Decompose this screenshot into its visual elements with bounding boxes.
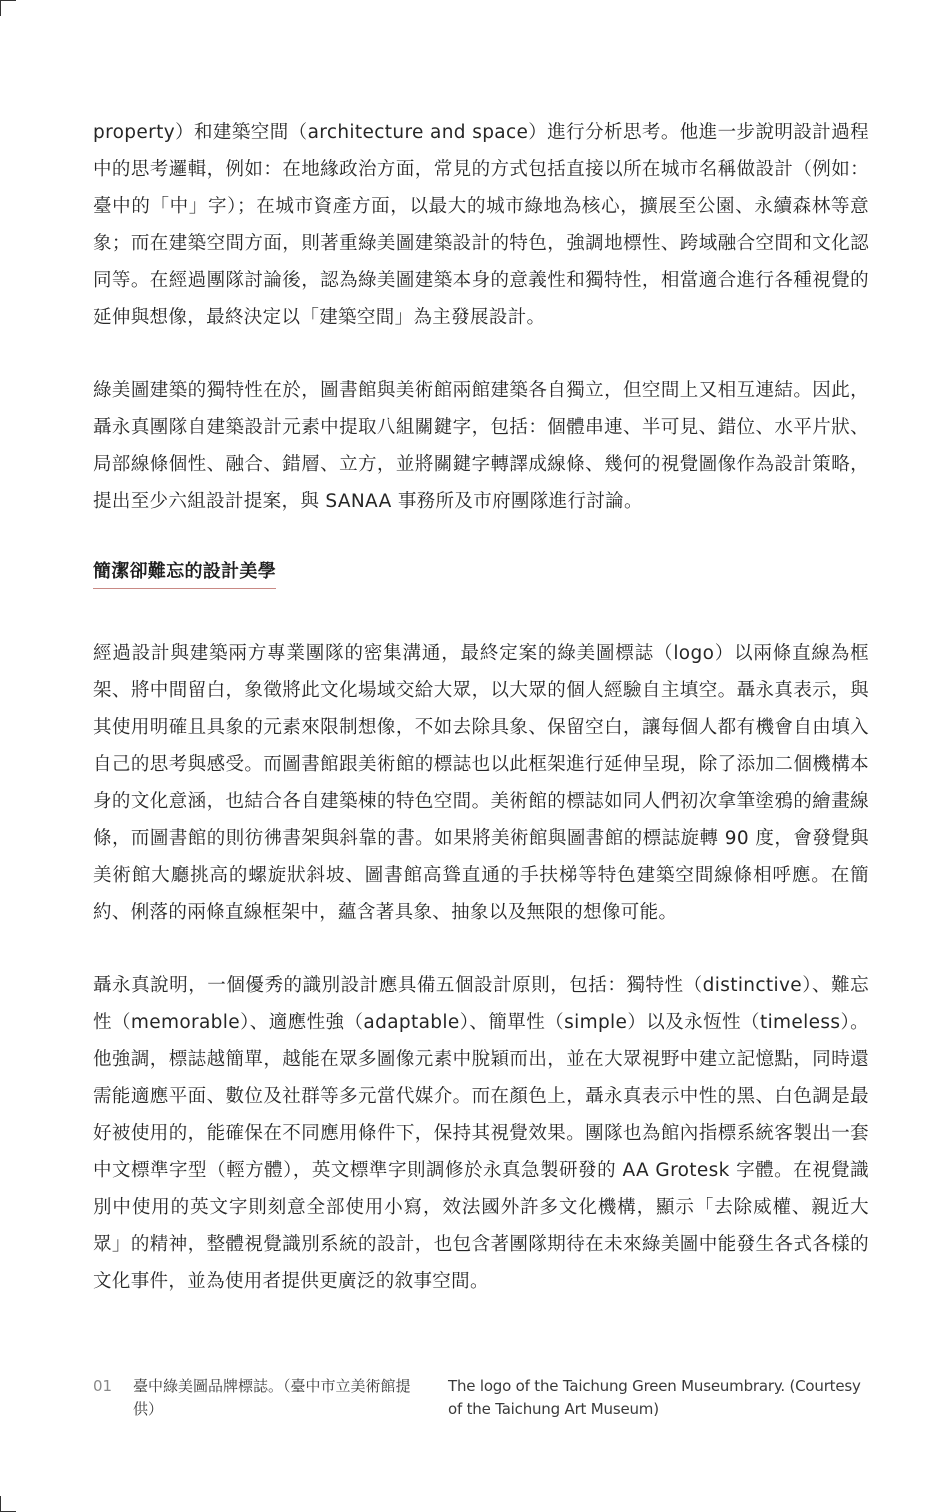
article-body bbox=[93, 114, 869, 1300]
crop-mark-top-left bbox=[0, 0, 16, 1]
body-paragraph: 綠美圖建築的獨特性在於，圖書館與美術館兩館建築各自獨立，但空間上又相互連結。因此，聶永真團隊自建築設計元素中提取八組關鍵字，包括：個體串連、半可見、錯位、水平片狀、局部線條個性、融合、錯層、立方，並將關鍵字轉譯成線條、幾何的視覺圖像作為設計策略，提出至少六組設計提案，與 SANAA 事務所及市府團隊進行討論。 bbox=[93, 380, 869, 512]
body-paragraph: property）和建築空間（architecture and space）進行分析思考。他進一步說明設計過程中的思考邏輯，例如：在地緣政治方面，常見的方式包括直接以所在城市名稱做設計（例如：臺中的「中」字）；在城市資產方面，以最大的城市綠地為核心，擴展至公園、永續森林等意象；而在建築空間方面，則著重綠美圖建築設計的特色，強調地標性、跨域融合空間和文化認同等。在經過團隊討論後，認為綠美圖建築本身的意義性和獨特性，相當適合進行各種視覺的延伸與想像，最終決定以「建築空間」為主發展設計。 bbox=[93, 122, 869, 328]
caption-chinese: 臺中綠美圖品牌標誌。（臺中市立美術館提供） bbox=[133, 1377, 411, 1418]
section-heading: 簡潔卻難忘的設計美學 bbox=[93, 558, 276, 589]
body-paragraph: 經過設計與建築兩方專業團隊的密集溝通，最終定案的綠美圖標誌（logo）以兩條直線為框架、將中間留白，象徵將此文化場域交給大眾，以大眾的個人經驗自主填空。聶永真表示，與其使用明確且具象的元素來限制想像，不如去除具象、保留空白，讓每個人都有機會自由填入自己的思考與感受。而圖書館跟美術館的標誌也以此框架進行延伸呈現，除了添加二個機構本身的文化意涵，也結合各自建築棟的特色空間。美術館的標誌如同人們初次拿筆塗鴉的繪畫線條，而圖書館的則彷彿書架與斜靠的書。如果將美術館與圖書館的標誌旋轉 90 度，會發覺與美術館大廳挑高的螺旋狀斜坡、圖書館高聳直通的手扶梯等特色建築空間線條相呼應。在簡約、俐落的兩條直線框架中，蘊含著具象、抽象以及無限的想像可能。 bbox=[93, 643, 869, 923]
crop-mark-bottom-left bbox=[0, 1496, 1, 1512]
body-paragraph: 聶永真說明，一個優秀的識別設計應具備五個設計原則，包括：獨特性（distinctive）、難忘性（memorable）、適應性強（adaptable）、簡單性（simple）以及永恆性（timeless）。他強調，標誌越簡單，越能在眾多圖像元素中脫穎而出，並在大眾視野中建立記憶點，同時還需能適應平面、數位及社群等多元當代媒介。而在顏色上，聶永真表示中性的黑、白色調是最好被使用的，能確保在不同應用條件下，保持其視覺效果。團隊也為館內指標系統客製出一套中文標準字型（輕方體），英文標準字則調修於永真急製研發的 AA Grotesk 字體。在視覺識別中使用的英文字則刻意全部使用小寫，效法國外許多文化機構，顯示「去除威權、親近大眾」的精神，整體視覺識別系統的設計，也包含著團隊期待在未來綠美圖中能發生各式各樣的文化事件，並為使用者提供更廣泛的敘事空間。 bbox=[93, 975, 869, 1292]
caption-number: 01 bbox=[93, 1377, 113, 1395]
caption-english: The logo of the Taichung Green Museumbrary. (Courtesy of the Taichung Art Museum) bbox=[448, 1377, 861, 1418]
crop-mark-top-left bbox=[0, 0, 1, 16]
